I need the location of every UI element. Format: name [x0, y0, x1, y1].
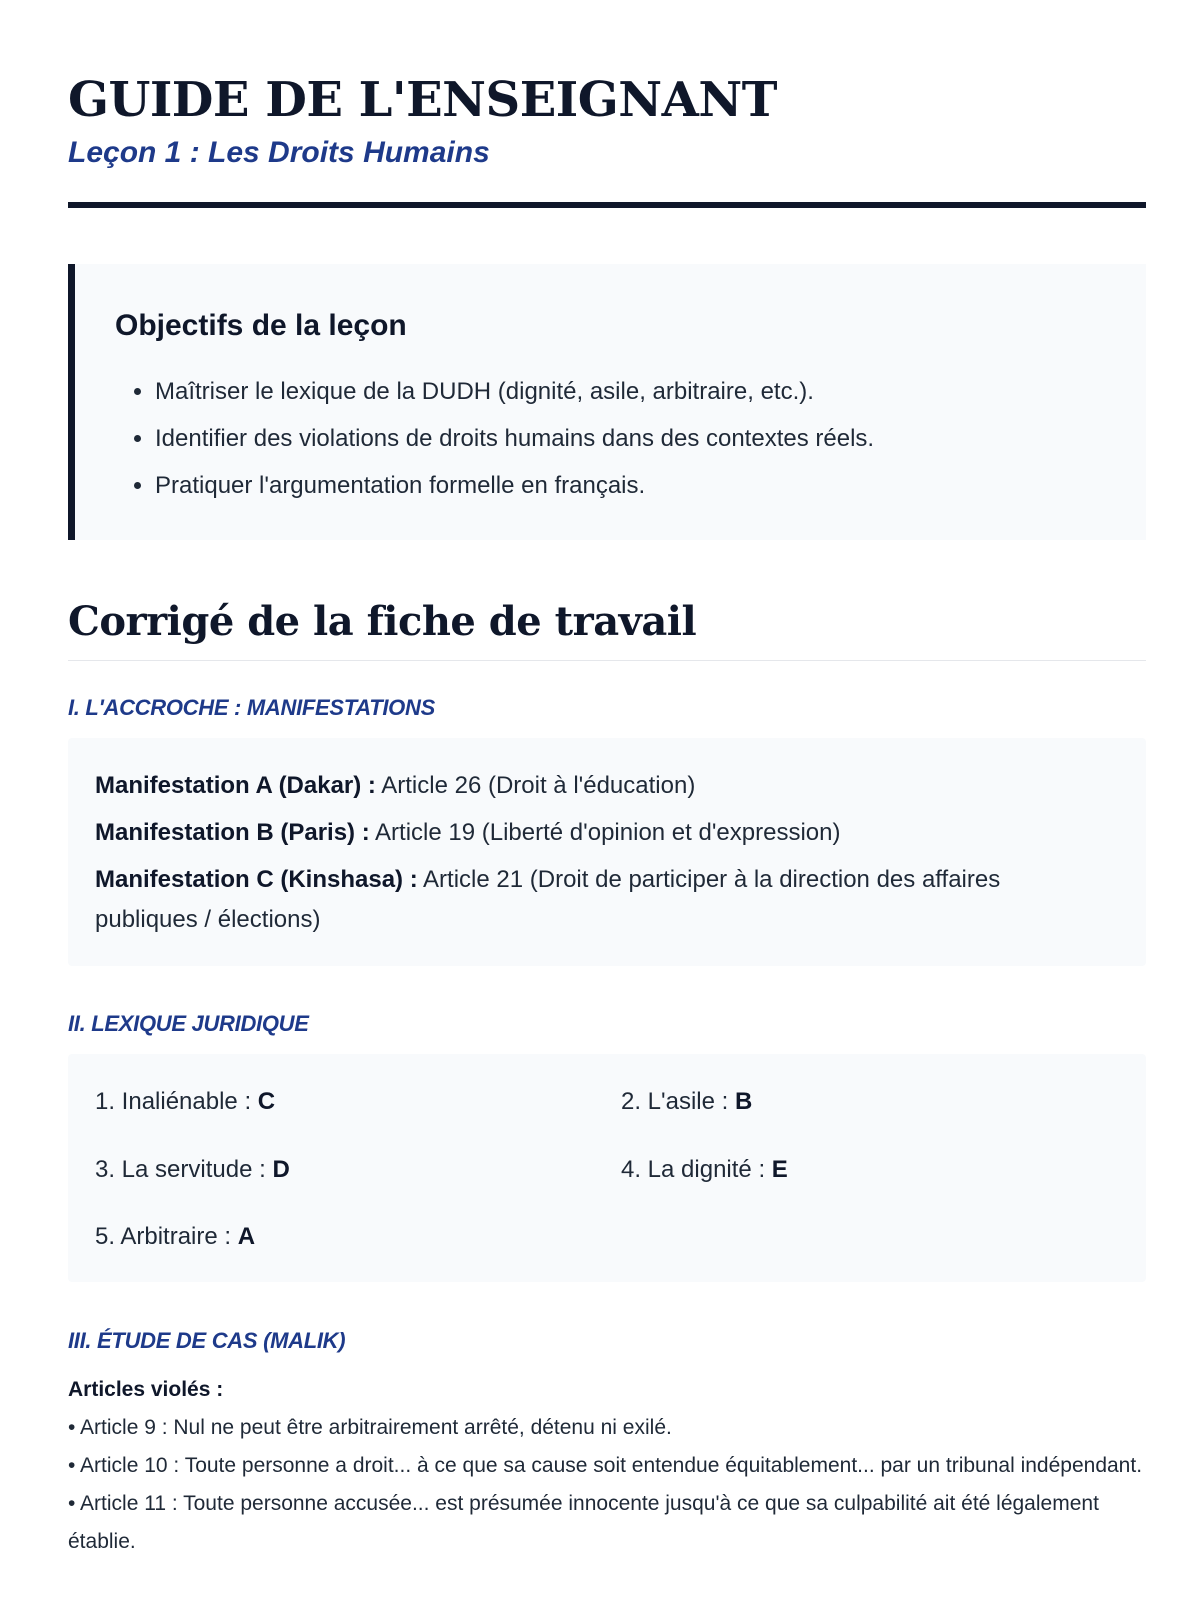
manifestation-answer: Article 26 (Droit à l'éducation)	[375, 772, 696, 799]
part1-heading: I. L'ACCROCHE : MANIFESTATIONS	[68, 695, 435, 720]
lexique-term: 5. Arbitraire :	[95, 1223, 238, 1250]
lexique-answer: C	[257, 1088, 276, 1115]
manifestation-label: Manifestation A (Dakar) :	[95, 772, 376, 799]
lexique-card	[68, 1054, 1146, 1282]
lexique-term: 2. L'asile :	[621, 1088, 735, 1115]
lexique-item	[621, 1154, 788, 1186]
lexique-answer: E	[771, 1156, 788, 1183]
violated-article-item: • Article 9 : Nul ne peut être arbitrairement arrêté, détenu ni exilé.	[68, 1416, 672, 1439]
lexique-term: 1. Inaliénable :	[95, 1088, 258, 1115]
lexique-item	[95, 1154, 290, 1186]
manifestation-row	[95, 813, 1095, 853]
page-title: GUIDE DE L'ENSEIGNANT	[68, 72, 777, 128]
objectives-list	[115, 368, 874, 509]
objectives-heading: Objectifs de la leçon	[115, 309, 407, 342]
lexique-term: 3. La servitude :	[95, 1156, 273, 1183]
title-divider	[68, 202, 1146, 208]
section-divider	[68, 660, 1146, 661]
objectives-box	[68, 264, 1146, 540]
violated-article-item: • Article 10 : Toute personne a droit... à ce que sa cause soit entendue équitablement... par un tribunal indépendant.	[68, 1454, 1143, 1477]
violated-article-item: • Article 11 : Toute personne accusée... est présumée innocente jusqu'à ce que sa culpabilité ait été légalement établie.	[68, 1492, 1099, 1553]
lexique-answer: D	[272, 1156, 290, 1183]
lexique-item	[621, 1086, 752, 1118]
lexique-answer: A	[237, 1223, 256, 1250]
manifestation-answer: Article 21 (Droit de participer à la direction des affaires publiques / élections)	[95, 866, 1001, 933]
correction-title: Corrigé de la fiche de travail	[68, 598, 697, 645]
objective-item: • Maîtriser le lexique de la DUDH (dignité, asile, arbitraire, etc.).	[155, 368, 874, 415]
lexique-item	[95, 1221, 255, 1253]
lexique-term: 4. La dignité :	[621, 1156, 772, 1183]
violated-articles-list	[68, 1409, 1146, 1561]
part2-heading: II. LEXIQUE JURIDIQUE	[68, 1011, 309, 1036]
lexique-answer: B	[734, 1088, 753, 1115]
manifestation-label: Manifestation B (Paris) :	[95, 819, 370, 846]
lesson-subtitle: Leçon 1 : Les Droits Humains	[68, 136, 490, 169]
objective-item: • Pratiquer l'argumentation formelle en français.	[155, 462, 874, 509]
manifestation-answer: Article 19 (Liberté d'opinion et d'expression)	[369, 819, 841, 846]
part3-heading: III. ÉTUDE DE CAS (MALIK)	[68, 1328, 346, 1353]
objective-item: • Identifier des violations de droits humains dans des contextes réels.	[155, 415, 874, 462]
manifestations-card	[68, 738, 1146, 966]
manifestation-label: Manifestation C (Kinshasa) :	[95, 866, 418, 893]
manifestation-row	[95, 860, 1095, 940]
lexique-item	[95, 1086, 275, 1118]
violated-articles-label: Articles violés :	[68, 1378, 224, 1401]
manifestation-row	[95, 766, 1095, 806]
